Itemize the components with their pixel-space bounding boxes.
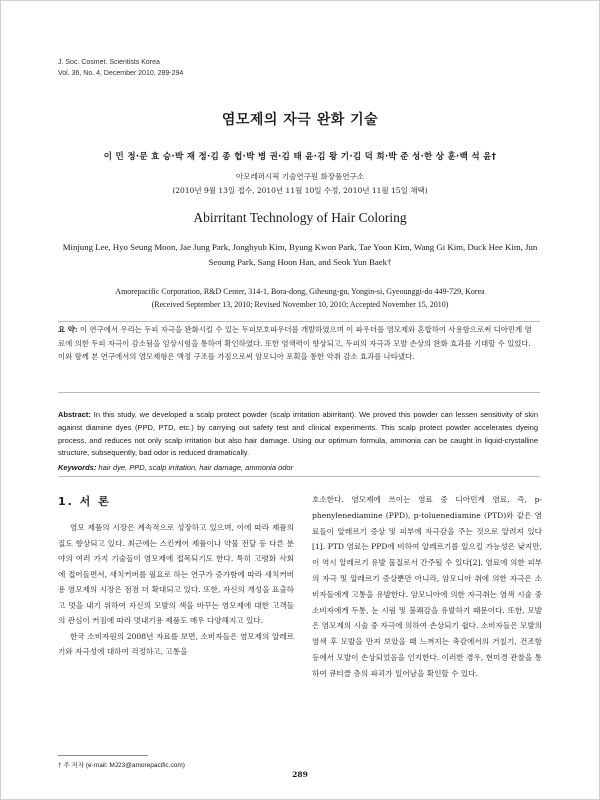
abstract-english-text: In this study, we developed a scalp protect powder (scalp irritation abirritant). We proved this powder can lessen sensitivity of skin against diamine dyes (PPD, PTD, etc.) by carrying out safety test and clinical experiments. This scalp protect powder accelerates dyeing process, and reduces not only scalp irritation but also hair damage. Using our optimum formula, ammonia can be caught in liquid-crystalline structure, subsequently, bad odor is reduced dramatically.	[58, 410, 538, 458]
page-number: 289	[292, 770, 308, 779]
affiliation-english	[50, 285, 550, 311]
dates-english: (Received September 13, 2010; Revised November 10, 2010; Accepted November 15, 2010)	[151, 300, 449, 309]
footnote: † 주 저자 (e-mail: MJ23@amorepacific.com)	[58, 762, 185, 769]
affiliation-english-name: Amorepacific Corporation, R&D Center, 314-1, Bora-dong, Giheung-gu, Yongin-si, Gyeounggi-do 449-729, Korea	[115, 287, 485, 296]
abstract-korean-label: 요 약:	[58, 325, 78, 334]
dates-korean: (2010년 9월 13일 접수, 2010년 11월 10일 수정, 2010년 11월 15일 채택)	[172, 186, 428, 195]
journal-issue: Vol. 36, No. 4, December 2010, 289-294	[58, 70, 184, 77]
paragraph: 호소한다. 염모제에 쓰이는 염료 중 디아민계 염료, 즉, p-phenylenediamine (PPD), p-toluenediamine (PTD)와 같은 염료들이 알레르기 증상 및 피부에 자극감을 주는 것으로 알려져 있다[1]. PTD 염료는 PPD에 비하여 알레르기를 일으킬 가능성은 낮지만, 이 역시 알레르기 유발 물질로서 간주될 수 있다[2]. 염료에 의한 피부의 자극 및 알레르기 증상뿐만 아니라, 암모니아 취에 의한 자극은 소비자들에게 고통을 유발한다. 암모니아에 의한 자극취는 염색 시술 중 소비자에게 두통, 눈 시림 및 불쾌감을 유발하기 때문이다. 또한, 모발은 염모제의 시술 중 자극에 의하여 손상되기 쉽다. 소비자들은 모발의 염색 후 모발을 만져 보았을 때 느껴지는 촉감에서의 거칠기, 건조함 등에서 모발이 손상되었음을 인지한다. 이러한 경우, 현미경 관찰을 통하여 큐티클 층의 파괴가 일어남을 확인할 수 있다.	[312, 495, 542, 678]
authors-korean: 이 민 정·문 효 승·박 재 정·김 종 헙·박 병 권·김 태 윤·김 왕 기·김 덕 희·박 준 성·한 상 훈·백 석 윤†	[103, 152, 497, 162]
keywords-divider	[58, 476, 540, 477]
abstract-korean-text: 이 연구에서 우리는 두피 자극을 완화시킬 수 있는 두피보호파우더를 개발하였으며 이 파우더를 염모제와 혼합하여 사용함으로써 디아민계 염료에 의한 두피 자극이 감소됨을 임상시험을 통하여 확인하였다. 또한 염색력이 향상되고, 두피의 자극과 모발 손상의 완화 효과를 기대할 수 있었다. 이와 함께 본 연구에서의 염모제형은 액정 구조를 가짐으로써 암모니아 포획을 통한 악취 감소 효과를 나타냈다.	[58, 325, 532, 361]
body-column-left	[58, 520, 294, 660]
body-column-right	[312, 492, 542, 682]
paragraph: 염모 제품의 시장은 계속적으로 성장하고 있으며, 이에 따라 제품의 질도 향상되고 있다. 최근에는 스킨케어 제품이나 약물 전달 등 다른 분야의 여러 가지 기술들이 염모제에 접목되기도 한다. 특히 고령화 사회에 접어들면서, 새치커버를 필요로 하는 연구가 증가함에 따라 새치커버용 염모제의 시장은 점점 더 확대되고 있다. 또한, 자신의 개성을 표출하고 멋을 내기 위하여 자신의 모발의 색을 바꾸는 염모제에 대한 고객들의 관심이 커짐에 따라 멋내기용 제품도 매우 다양해지고 있다.	[58, 523, 294, 625]
authors-english: Minjung Lee, Hyo Seung Moon, Jae Jung Park, Jonghyub Kim, Byung Kwon Park, Tae Yoon Kim, Wang Gi Kim, Duck Hee Kim, Jun Seoung Park, Sang Hoon Han, and Seok Yun Baek†	[62, 242, 538, 267]
abstract-english	[58, 409, 538, 460]
keywords-label: Keywords:	[58, 463, 97, 472]
affiliation-korean	[0, 170, 600, 198]
section-heading-introduction: 1. 서 론	[58, 495, 111, 508]
journal-name: J. Soc. Cosmet. Scientists Korea	[58, 59, 160, 66]
abstract-korean	[58, 323, 538, 364]
keywords-text: hair dye, PPD, scalp irritation, hair damage, ammonia odor	[96, 463, 294, 472]
abstract-english-label: Abstract:	[58, 410, 91, 419]
title-english: Abirritant Technology of Hair Coloring	[193, 210, 407, 225]
footnote-divider	[58, 755, 148, 756]
affiliation-korean-name: 아모레퍼시픽 기술연구원 화장품연구소	[236, 172, 364, 181]
keywords	[58, 463, 538, 472]
paragraph: 한국 소비자원의 2008년 자료를 보면, 소비자들은 염모제의 알레르기와 자극성에 대하여 걱정하고, 고통을	[58, 631, 294, 656]
journal-header	[58, 57, 183, 79]
title-korean: 염모제의 자극 완화 기술	[221, 112, 379, 128]
